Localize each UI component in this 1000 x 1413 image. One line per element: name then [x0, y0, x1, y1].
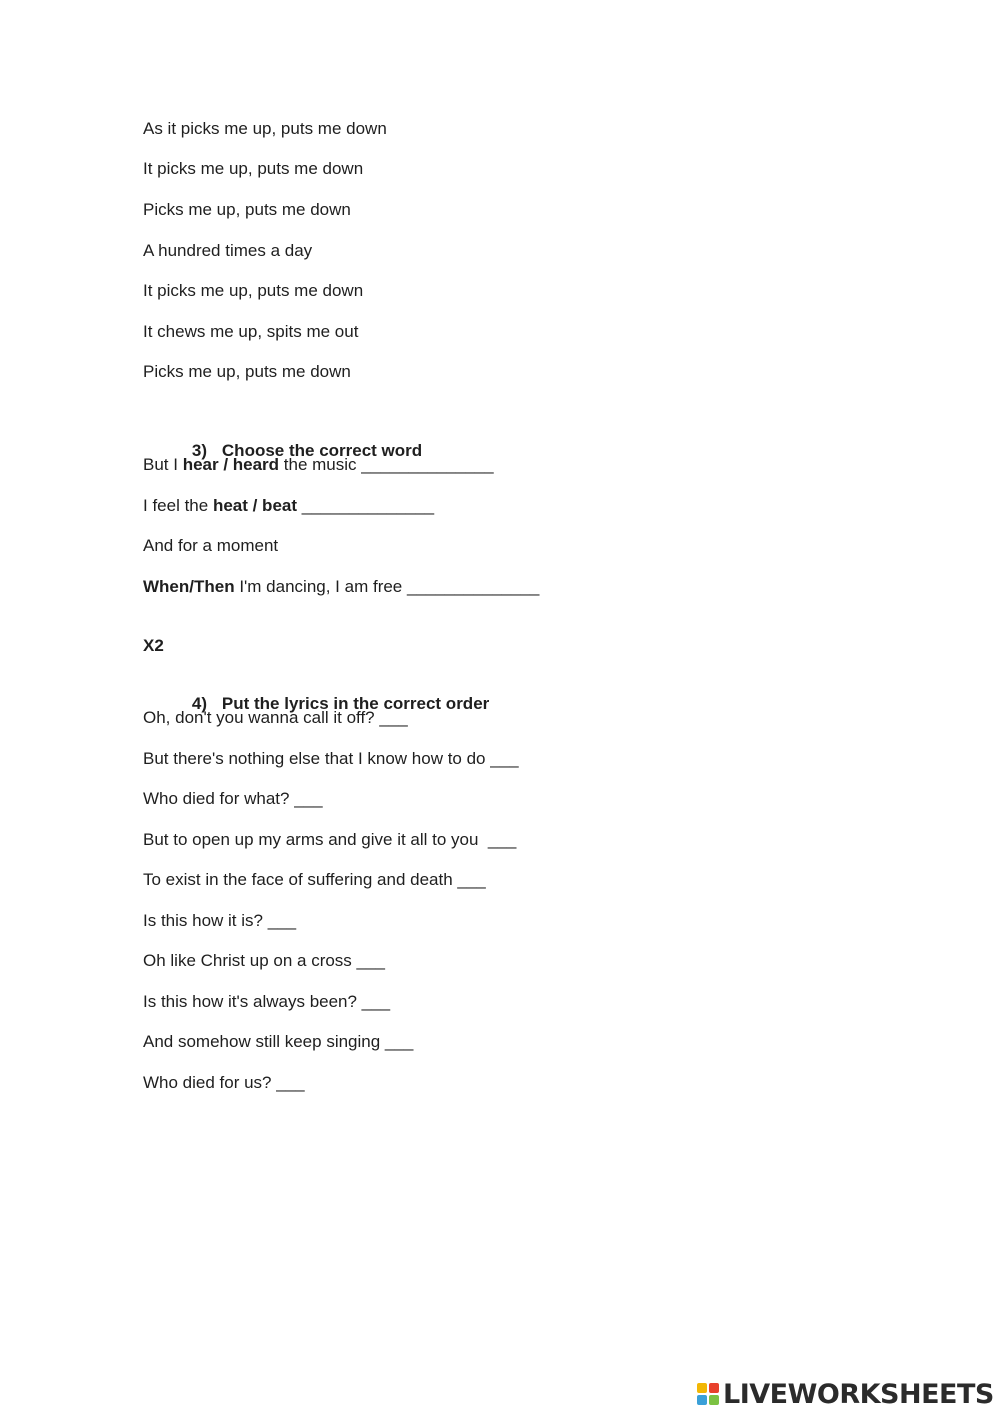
verse-line: As it picks me up, puts me down [143, 119, 387, 138]
choice-line-2 [143, 496, 434, 516]
verse-line: Picks me up, puts me down [143, 362, 351, 381]
verse-line: It picks me up, puts me down [143, 159, 364, 178]
verse-line: It chews me up, spits me out [143, 322, 359, 341]
answer-blank[interactable]: I'm dancing, I am free ______________ [234, 577, 540, 596]
order-line[interactable]: But to open up my arms and give it all to you ___ [143, 830, 517, 849]
order-line[interactable]: And somehow still keep singing ___ [143, 1032, 414, 1051]
section-4-number: 4) [191, 694, 208, 713]
order-line[interactable]: But there's nothing else that I know how to do ___ [143, 749, 519, 768]
choice-line-1 [143, 455, 494, 475]
order-line[interactable]: Oh like Christ up on a cross ___ [143, 951, 385, 970]
choice-line-4 [143, 577, 539, 597]
choice-line-text: But I [143, 455, 183, 474]
answer-blank[interactable]: ______________ [297, 496, 435, 515]
answer-blank[interactable]: the music ______________ [279, 455, 494, 474]
word-choice[interactable]: hear / heard [182, 455, 280, 474]
verse-line: It picks me up, puts me down [143, 281, 364, 300]
logo-grid-icon [697, 1383, 719, 1405]
section-3-title: Choose the correct word [221, 441, 423, 460]
order-line[interactable]: Who died for what? ___ [143, 789, 323, 808]
repeat-marker: X2 [143, 636, 164, 655]
choice-line-text: I feel the [143, 496, 213, 515]
order-line[interactable]: To exist in the face of suffering and death ___ [143, 870, 486, 889]
word-choice[interactable]: When/Then [143, 577, 235, 596]
section-3-number: 3) [191, 441, 208, 460]
verse-line: A hundred times a day [143, 241, 313, 260]
order-line[interactable]: Is this how it's always been? ___ [143, 992, 391, 1011]
liveworksheets-logo [697, 1378, 994, 1410]
verse-line: Picks me up, puts me down [143, 200, 351, 219]
choice-line-3: And for a moment [143, 536, 279, 555]
logo-text: LIVEWORKSHEETS [723, 1378, 994, 1410]
order-line[interactable]: Who died for us? ___ [143, 1073, 305, 1092]
section-4-title: Put the lyrics in the correct order [221, 694, 490, 713]
word-choice[interactable]: heat / beat [212, 496, 298, 515]
order-line[interactable]: Is this how it is? ___ [143, 911, 297, 930]
order-line[interactable]: Oh, don't you wanna call it off? ___ [143, 708, 408, 727]
